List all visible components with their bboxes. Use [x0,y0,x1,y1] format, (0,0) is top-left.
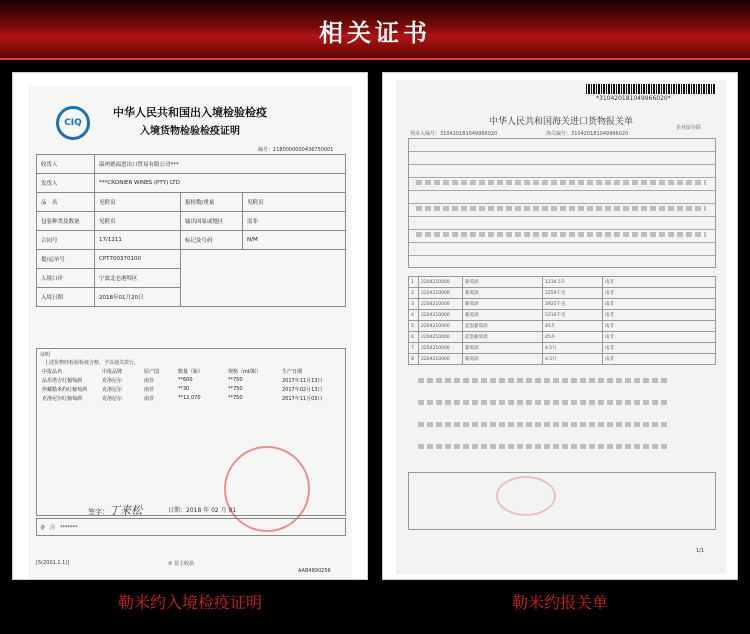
row-label: 发货人 [37,174,95,193]
table-row: 4 2204210000 葡萄酒 5316千克 南非 [409,310,716,321]
row-value: CPT700370100 [95,250,181,269]
cert2-heading: 中华人民共和国海关进口货物报关单 [488,117,633,127]
filler-line [418,444,668,449]
row-label: 输出国家或地区 [181,212,243,231]
row-label: 入境日期 [37,288,95,307]
cert1-heading1: 中华人民共和国出入境检验检疫 [113,106,267,119]
goods-row: 克洛尼尔红葡萄酒 克洛尼尔 南非 **12,070 **750 2017年11月03日 [42,395,323,402]
row-label: 包装种类及数量 [37,212,95,231]
banner-title: 相关证书 [319,19,431,47]
header-grid-lines [416,180,706,185]
row-label: 入境口岸 [37,269,95,288]
header-grid-lines [416,232,706,237]
row-value: 宁波北仑港埠区 [95,269,181,288]
barcode [586,84,716,94]
barcode-text: *310420181049966020* [596,95,671,102]
corner-tag: 企业留存联 [676,125,702,131]
row-value: 见附页 [95,212,181,231]
row-value: 见附页 [95,193,181,212]
table-row: 2 2204210000 葡萄酒 2259千克 南非 [409,288,716,299]
sign-area: 签字：丁来松 [88,504,142,517]
row-value: 南非 [243,212,346,231]
footer-right: AAB4890256 [298,568,331,574]
inspection-certificate[interactable] [28,86,352,578]
cert1-number: 编号：1180000000436750001 [258,147,334,153]
table-row: 7 2204210000 葡萄酒 4.5升 南非 [409,343,716,354]
row-value: N/M [243,231,346,250]
proof-label: 证明 [40,352,51,358]
row-label: 提/运单号 [37,250,95,269]
cert1-notes-box [36,518,346,536]
header-grid [408,138,716,268]
cert1-heading2: 入境货物检验检疫证明 [140,126,240,137]
row-label: 标记及号码 [181,231,243,250]
customs-seal [496,476,556,516]
pre-entry-number: 预录入编号：310420181049966020 [410,131,498,137]
footer-left: [5(2001.1.1)] [36,560,70,566]
row-value: 温州德福进出口贸易有限公司*** [95,155,346,174]
row-value: ***CRONIER WINES (PTY) LTD [95,174,346,193]
proof-text: 上述货物经检验检疫合格，予以通关放行。 [44,360,140,366]
customs-declaration[interactable] [396,80,726,574]
footer-center: ② 货主收执 [168,561,195,567]
goods-header-row: 中报品名 中报品牌 原产国 数量（瓶） 规格（ml/瓶） 生产日期 [42,369,303,375]
filler-line [418,378,668,383]
ciq-logo: CIQ [56,106,90,140]
page-number: 1/1 [696,548,705,554]
row-label: 合同号 [37,231,95,250]
customs-number: 海关编号：310420181049966020 [546,131,629,137]
caption-left: 勒米约入境检疫证明 [117,593,262,612]
header-grid-lines [416,206,706,211]
row-value: 2018年01月20日 [95,288,181,307]
row-label: 报检数/重量 [181,193,243,212]
table-row: 3 2204210000 葡萄酒 2925千克 南非 [409,299,716,310]
row-label: 收货人 [37,155,95,174]
row-label: 品 名 [37,193,95,212]
filler-line [418,422,668,427]
goods-row: 品乐塔吉红葡萄酒 克洛尼尔 南非 **600 **750 2017年11月13日 [42,377,323,384]
notes: 备 注 ******* [40,525,78,531]
date-area: 日期：2018 年 02 月 01 [168,507,237,514]
caption-right: 勒米约报关单 [511,593,608,612]
goods-item-table [408,276,716,365]
cert1-info-table [36,154,346,307]
table-row: 8 2204210000 葡萄酒 4.5升 南非 [409,354,716,365]
banner-divider [0,58,750,60]
footer-grid [408,472,716,530]
table-row: 5 2204210000 起泡葡萄酒 45升 南非 [409,321,716,332]
goods-row: 珍藏勒米约红葡萄酒 克洛尼尔 南非 **30 **750 2017年02月13日 [42,386,323,393]
table-row: 1 2204210000 葡萄酒 1234.5升 南非 [409,277,716,288]
row-value: 17/1211 [95,231,181,250]
table-row: 6 2204210000 起泡葡萄酒 45升 南非 [409,332,716,343]
row-value: 见附页 [243,193,346,212]
goods-table [42,368,342,402]
filler-line [418,400,668,405]
